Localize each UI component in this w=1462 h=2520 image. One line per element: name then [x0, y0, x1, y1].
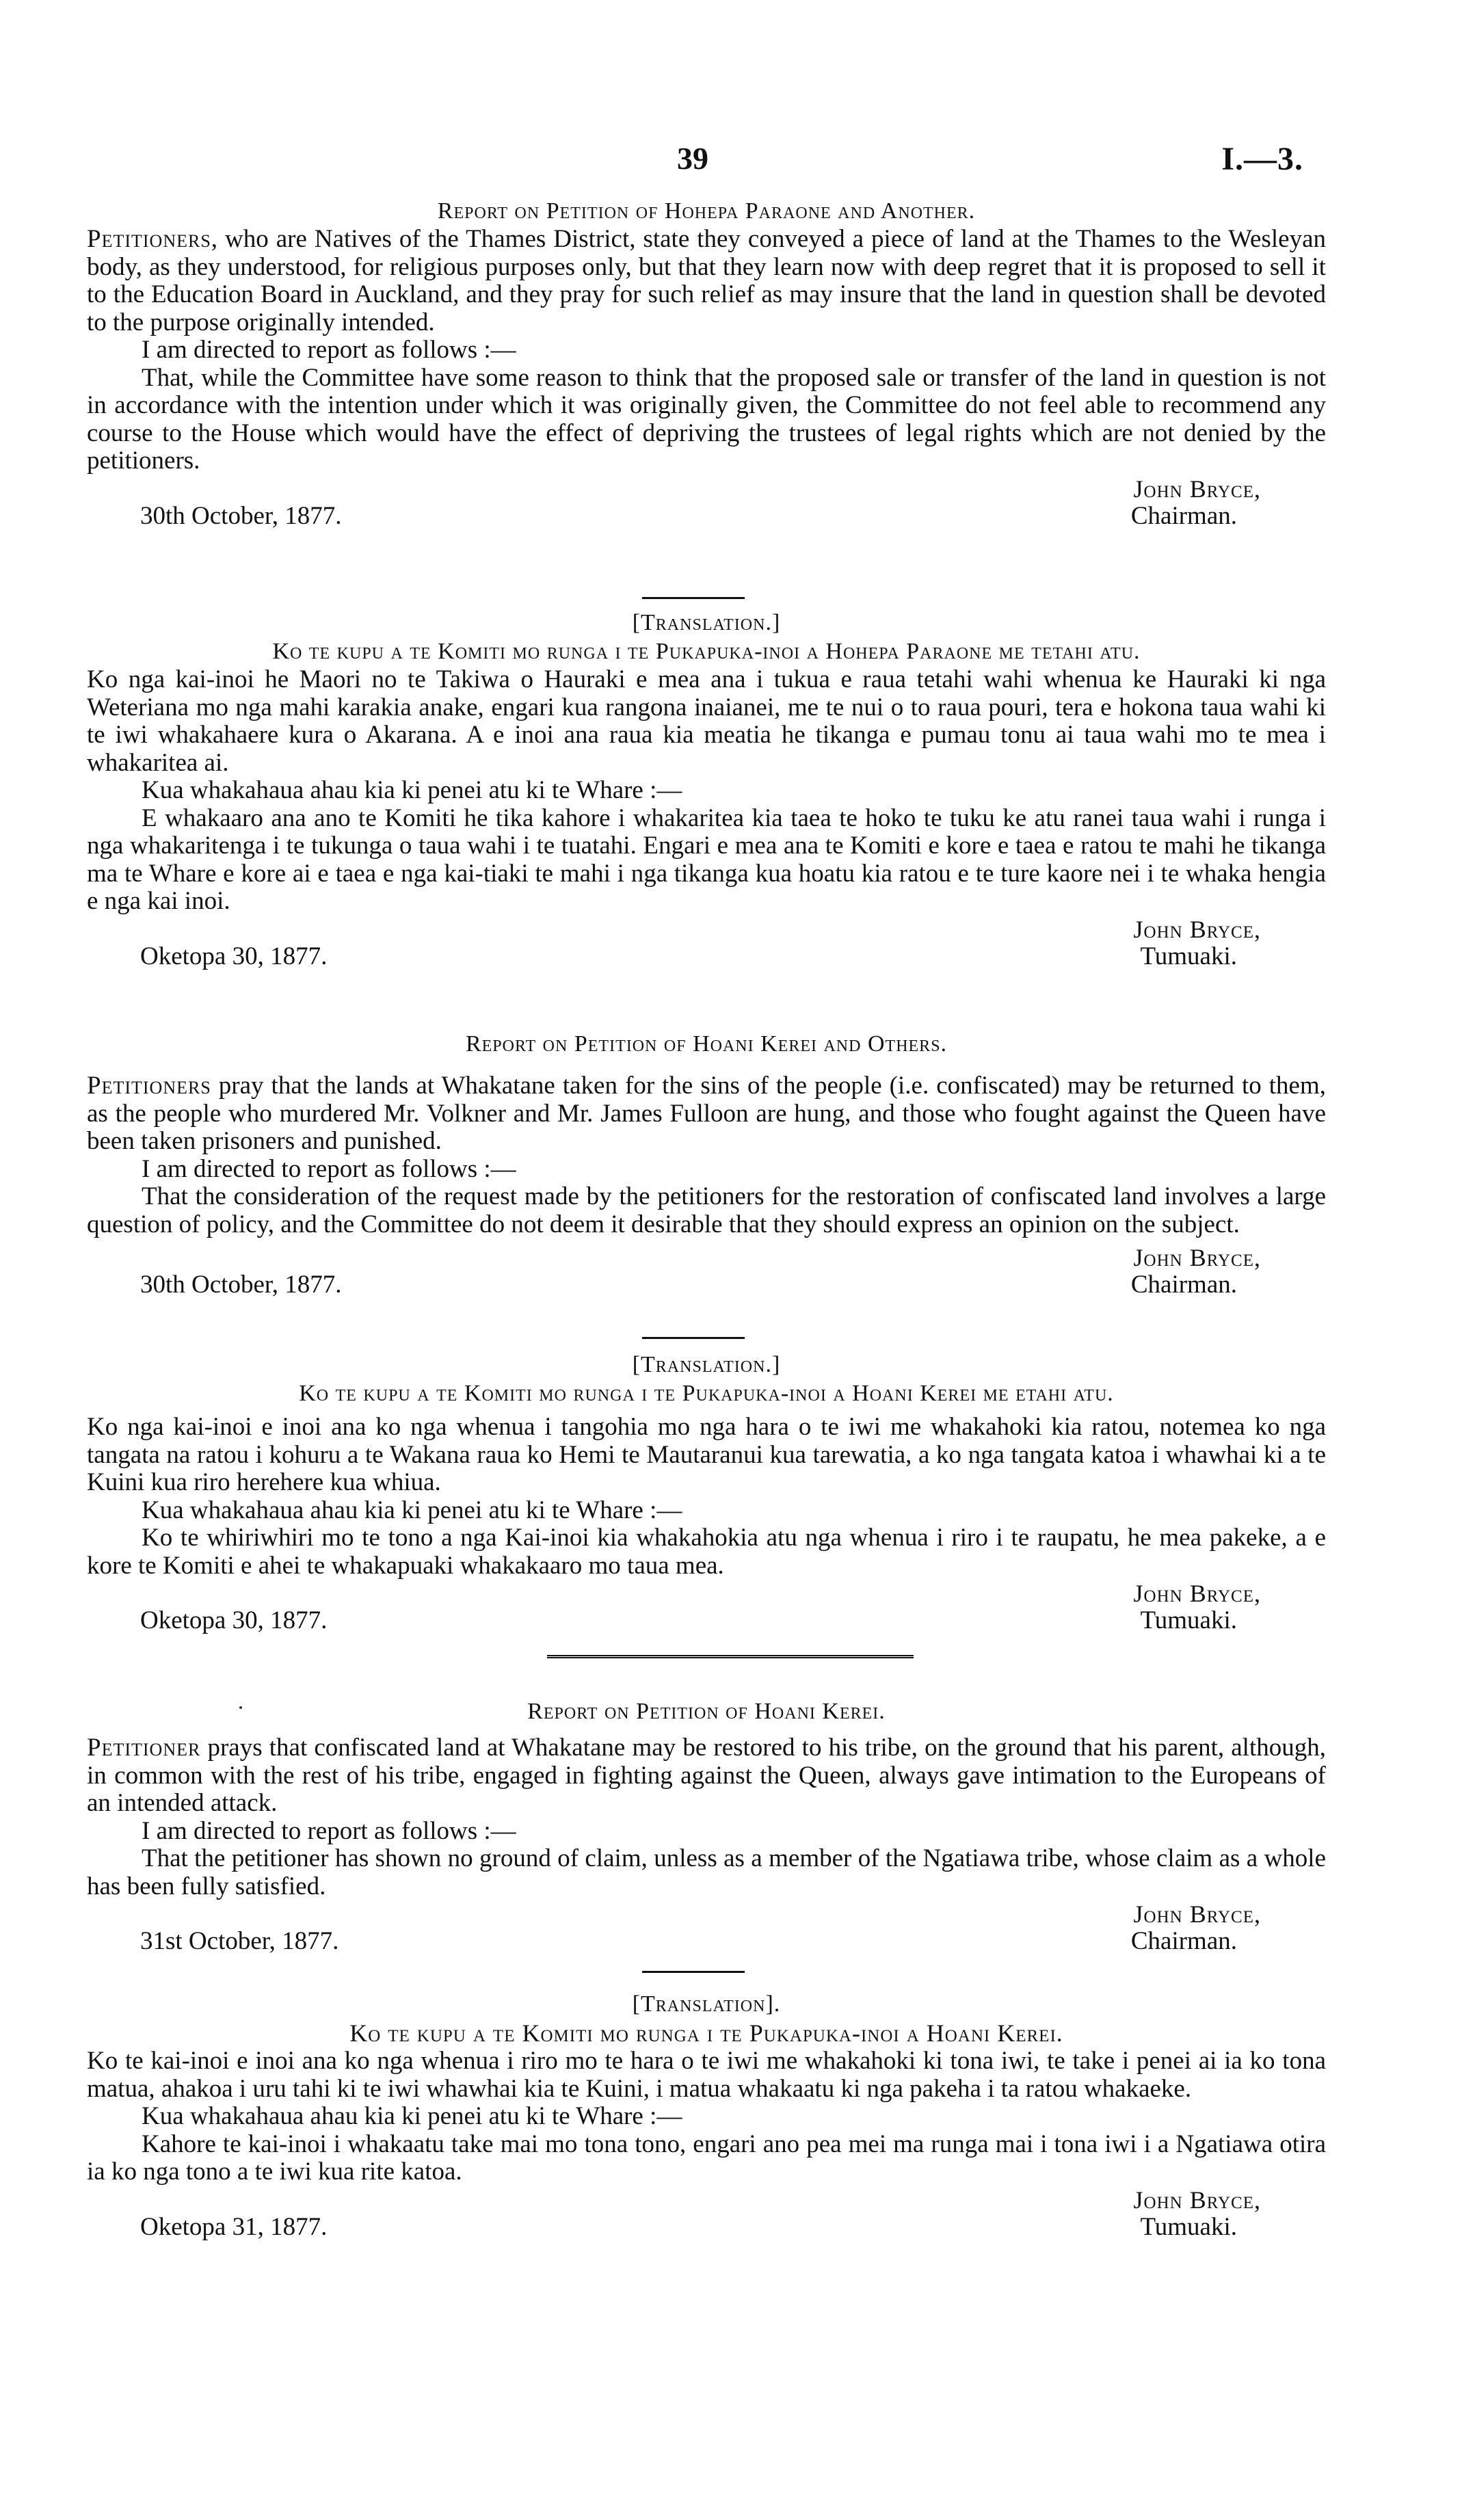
- translation-label: [Translation.]: [632, 610, 781, 635]
- signatory-name: John Bryce,: [1133, 1580, 1261, 1607]
- signature-date-row: [87, 943, 1326, 970]
- petition-paragraph: Ko te kai-inoi e inoi ana ko nga whenua i riro mo te hara o te iwi me whakahoki ki tona iwi, te take i penei ai ia ko tona matua, ahakoa i uru tahi ki te iwi whawhai kia te Kuini, i matua whakaatu ki nga pakeha i ta ratou whakaeke.: [87, 2047, 1326, 2103]
- signatory-role: Tumuaki.: [1140, 1606, 1237, 1634]
- signature-name-row: [87, 2186, 1326, 2214]
- signatory-name: John Bryce,: [1133, 1900, 1261, 1928]
- divider: [642, 1337, 745, 1339]
- translation-label: [Translation.]: [632, 1352, 781, 1377]
- directive-paragraph: I am directed to report as follows :—: [142, 1154, 516, 1183]
- signatory-role: Tumuaki.: [1140, 2212, 1237, 2241]
- signature-name-row: [87, 1244, 1326, 1271]
- page-number: 39: [677, 141, 708, 176]
- petition-paragraph: [87, 226, 1326, 336]
- signatory-role: Chairman.: [1130, 501, 1237, 530]
- signature-date: 30th October, 1877.: [140, 501, 342, 530]
- paragraph-text: pray that the lands at Whakatane taken for the sins of the people (i.e. confiscated) may be returned to them, as the people who murdered Mr. Volkner and Mr. James Fulloon are hung, and those who fought against the Queen have been taken prisoners and punished.: [87, 1072, 1326, 1155]
- section-heading: Report on Petition of Hohepa Paraone and Another.: [437, 198, 976, 224]
- signature-name-row: [87, 916, 1326, 943]
- section-heading: Report on Petition of Hoani Kerei.: [527, 1699, 886, 1724]
- translation-hoani-kerei-others: [87, 1351, 1326, 1634]
- signature-date: Oketopa 30, 1877.: [140, 1606, 328, 1634]
- signature-date: 31st October, 1877.: [140, 1927, 339, 1955]
- section-heading: Ko te kupu a te Komiti mo runga i te Pukapuka-inoi a Hohepa Paraone me tetahi atu.: [272, 639, 1141, 664]
- signature-date-row: [87, 503, 1326, 530]
- report-paragraph: That the petitioner has shown no ground of claim, unless as a member of the Ngatiawa tribe, whose claim as a whole has been fully satisfied.: [87, 1844, 1326, 1900]
- paragraph-text: , who are Natives of the Thames District, state they conveyed a piece of land at the Thames to the Wesleyan body, as they understood, for religious purposes only, but that they learn now with deep regret that it is proposed to sell it to the Education Board in Auckland, and they pray for such relief as may insure that the land in question shall be devoted to the purpose originally intended.: [87, 225, 1326, 336]
- directive-paragraph: I am directed to report as follows :—: [142, 336, 516, 364]
- paragraph-lead: Petitioner: [87, 1734, 201, 1762]
- paragraph-lead: Petitioners: [87, 1072, 211, 1100]
- series-number: I.—3.: [1221, 141, 1303, 177]
- translation-hohepa-paraone: [87, 609, 1326, 970]
- section-heading: Report on Petition of Hoani Kerei and Others.: [465, 1031, 948, 1057]
- petition-paragraph: [87, 1734, 1326, 1818]
- signature-date-row: [87, 2214, 1326, 2241]
- report-hoani-kerei-others: [87, 1030, 1326, 1299]
- directive-paragraph: Kua whakahaua ahau kia ki penei atu ki te Whare :—: [142, 776, 682, 804]
- section-heading: Ko te kupu a te Komiti mo runga i te Pukapuka-inoi a Hoani Kerei.: [349, 2019, 1063, 2047]
- signature-date-row: [87, 1607, 1326, 1634]
- directive-paragraph: Kua whakahaua ahau kia ki penei atu ki te Whare :—: [142, 1496, 682, 1524]
- signature-date-row: [87, 1928, 1326, 1955]
- signatory-role: Tumuaki.: [1140, 942, 1237, 970]
- petition-paragraph: Ko nga kai-inoi he Maori no te Takiwa o Hauraki e mea ana i tukua e raua tetahi wahi whenua ke Hauraki ki nga Weteriana mo nga mahi karakia anake, engari kua rangona inaianei, me te nui o to raua pouri, tera e hokona taua wahi ki te iwi whakahaere kura o Akarana. A e inoi ana raua kia meatia he tikanga e pumau tonu ai taua wahi mo te mea i whakaritea ai.: [87, 665, 1326, 777]
- translation-hoani-kerei: [87, 1990, 1326, 2241]
- report-hohepa-paraone: [87, 197, 1326, 530]
- report-paragraph: Kahore te kai-inoi i whakaatu take mai mo tona tono, engari ano pea mei ma runga mai i tona iwi i a Ngatiawa otira ia ko nga tono a te iwi kua rite katoa.: [87, 2130, 1326, 2186]
- translation-label: [Translation].: [632, 1991, 781, 2017]
- signatory-name: John Bryce,: [1133, 475, 1261, 503]
- signature-date: 30th October, 1877.: [140, 1271, 342, 1299]
- directive-paragraph: Kua whakahaua ahau kia ki penei atu ki te Whare :—: [142, 2102, 682, 2130]
- signatory-role: Chairman.: [1130, 1271, 1237, 1299]
- signatory-name: John Bryce,: [1133, 1244, 1261, 1271]
- report-paragraph: That, while the Committee have some reason to think that the proposed sale or transfer of the land in question is not in accordance with the intention under which it was originally given, the Committee do not feel able to recommend any course to the House which would have the effect of depriving the trustees of legal rights which are not denied by the petitioners.: [87, 363, 1326, 475]
- directive-paragraph: I am directed to report as follows :—: [142, 1816, 516, 1845]
- page-header: [0, 140, 1462, 181]
- report-hoani-kerei: [87, 1697, 1326, 1955]
- signature-date: Oketopa 31, 1877.: [140, 2212, 328, 2241]
- signature-date: Oketopa 30, 1877.: [140, 942, 328, 970]
- signature-name-row: [87, 1900, 1326, 1928]
- signature-name-row: [87, 1580, 1326, 1607]
- paragraph-lead: Petitioners: [87, 225, 211, 253]
- petition-paragraph: Ko nga kai-inoi e inoi ana ko nga whenua i tangohia mo nga hara o te iwi me whakahoki kia ratou, notemea ko nga tangata na ratou i kohuru a te Wakana raua ko Hemi te Mautaranui kua tarewatia, a ko nga tangata katoa i whawhai ki a te Kuini kua riro herehere kua whiua.: [87, 1413, 1326, 1496]
- signature-date-row: [87, 1271, 1326, 1299]
- divider: [642, 597, 745, 599]
- paragraph-text: prays that confiscated land at Whakatane may be restored to his tribe, on the ground that his parent, although, in common with the rest of his tribe, engaged in fighting against the Queen, always gave intimation to the Europeans of an intended attack.: [87, 1734, 1326, 1817]
- signature-name-row: [87, 475, 1326, 503]
- report-paragraph: Ko te whiriwhiri mo te tono a nga Kai-inoi kia whakahokia atu nga whenua i riro i te raupatu, he mea pakeke, a e kore te Komiti e ahei te whakapuaki whakakaaro mo taua mea.: [87, 1524, 1326, 1580]
- signatory-name: John Bryce,: [1133, 2186, 1261, 2214]
- report-paragraph: That the consideration of the request made by the petitioners for the restoration of confiscated land involves a large question of policy, and the Committee do not deem it desirable that they should express an opinion on the subject.: [87, 1182, 1326, 1238]
- section-heading: Ko te kupu a te Komiti mo runga i te Pukapuka-inoi a Hoani Kerei me etahi atu.: [299, 1381, 1114, 1406]
- report-paragraph: E whakaaro ana ano te Komiti he tika kahore i whakaritea kia taea te hoko te tuku ke atu ranei taua wahi i runga i nga whakaritenga i te tukunga o taua wahi i te tuatahi. Engari e mea ana te Komiti e kore e taea e ratou te mahi he tikanga ma te Whare e kore ai e taea e nga kai-tiaki te mahi i nga tikanga kua hoatu kia ratou e te ture kaore nei i te whaka hengia e nga kai inoi.: [87, 804, 1326, 915]
- signatory-name: John Bryce,: [1133, 915, 1261, 943]
- signatory-role: Chairman.: [1130, 1927, 1237, 1955]
- section-divider-double: [547, 1655, 914, 1661]
- divider: [642, 1971, 745, 1973]
- petition-paragraph: [87, 1072, 1326, 1156]
